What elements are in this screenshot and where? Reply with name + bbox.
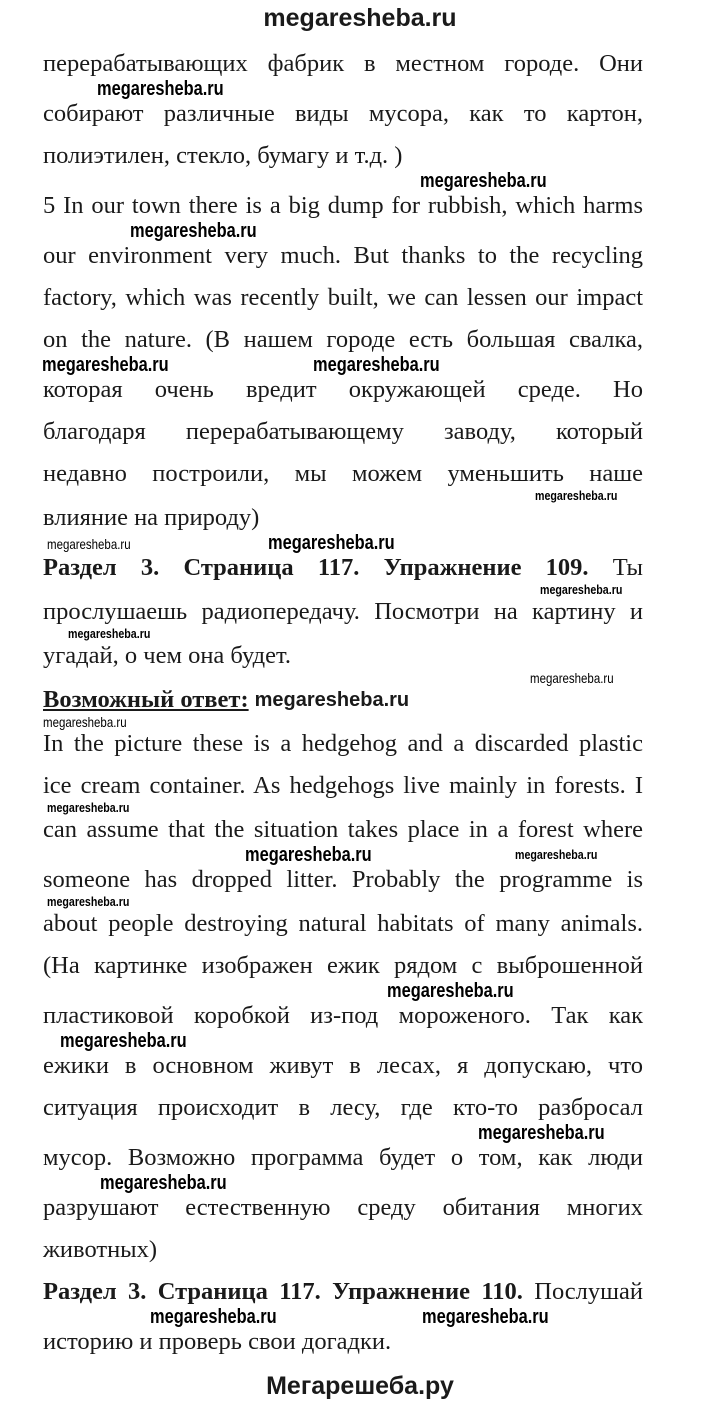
text-line: on the nature. (В нашем городе есть большая свалка, [43, 326, 643, 353]
heading-bold: Раздел 3. Страница 117. Упражнение 110. [43, 1278, 523, 1305]
watermark-row [0, 354, 720, 376]
exercise-110-heading [43, 1278, 643, 1306]
watermark-row [0, 1306, 720, 1328]
exercise-109-heading [43, 554, 643, 582]
watermark-row [0, 980, 720, 1002]
text-line: (На картинке изображен ежик рядом с выброшенной [43, 952, 643, 979]
watermark: megaresheba.ru [42, 354, 169, 376]
text-line: историю и проверь свои догадки. [43, 1328, 392, 1355]
watermark: megaresheba.ru [540, 582, 623, 597]
watermark-row [0, 894, 720, 910]
site-header: megaresheba.ru [263, 4, 457, 32]
watermark: megaresheba.ru [130, 220, 257, 242]
heading-tail: Послушай [534, 1278, 644, 1305]
watermark-row [0, 670, 720, 686]
watermark: megaresheba.ru [245, 844, 372, 866]
watermark: megaresheba.ru [60, 1030, 187, 1052]
watermark: megaresheba.ru [268, 532, 395, 554]
text-line: которая очень вредит окружающей среде. Но [43, 376, 643, 403]
watermark: megaresheba.ru [420, 170, 547, 192]
watermark: megaresheba.ru [100, 1172, 227, 1194]
watermark: megaresheba.ru [150, 1306, 277, 1328]
watermark-row [0, 1172, 720, 1194]
watermark-row [0, 844, 720, 866]
watermark-row [0, 488, 720, 504]
text-line: недавно построили, мы можем уменьшить наше [43, 460, 643, 487]
watermark: megaresheba.ru [47, 536, 131, 552]
watermark: megaresheba.ru [535, 488, 618, 503]
watermark: megaresheba.ru [530, 670, 614, 686]
watermark: megaresheba.ru [47, 800, 130, 815]
text-line: благодаря перерабатывающему заводу, который [43, 418, 643, 445]
text-line: полиэтилен, стекло, бумагу и т.д. ) [43, 142, 403, 169]
text-line: 5 In our town there is a big dump for rubbish, which harms [43, 192, 643, 219]
text-line: влияние на природу) [43, 504, 260, 531]
text-line: factory, which was recently built, we can lessen our impact [43, 284, 643, 311]
text-line: ситуация происходит в лесу, где кто-то разбросал [43, 1094, 643, 1121]
watermark: megaresheba.ru [478, 1122, 605, 1144]
document-body [0, 50, 720, 1356]
watermark: megaresheba.ru [43, 714, 127, 730]
watermark: megaresheba.ru [97, 78, 224, 100]
heading-bold: Раздел 3. Страница 117. Упражнение 109. [43, 554, 589, 581]
text-line: мусор. Возможно программа будет о том, как люди [43, 1144, 643, 1171]
watermark-row [0, 714, 720, 730]
site-footer: Мегарешеба.ру [266, 1372, 454, 1400]
text-line: ice cream container. As hedgehogs live mainly in forests. I [43, 772, 643, 799]
text-line: about people destroying natural habitats of many animals. [43, 910, 643, 937]
watermark: megaresheba.ru [313, 354, 440, 376]
watermark-row [0, 170, 720, 192]
watermark-row [0, 1122, 720, 1144]
watermark: megaresheba.ru [47, 894, 130, 909]
watermark: megaresheba.ru [254, 689, 410, 711]
text-line: someone has dropped litter. Probably the programme is [43, 866, 643, 893]
watermark: megaresheba.ru [515, 847, 598, 862]
watermark: megaresheba.ru [387, 980, 514, 1002]
heading-tail: Ты [612, 554, 643, 581]
watermark-row [0, 582, 720, 598]
watermark-row [0, 78, 720, 100]
text-line: прослушаешь радиопередачу. Посмотри на картину и [43, 598, 643, 625]
text-line: перерабатывающих фабрик в местном городе. Они [43, 50, 643, 77]
watermark-row [0, 1030, 720, 1052]
text-line: животных) [43, 1236, 158, 1263]
answer-label-text: Возможный ответ: [43, 686, 249, 713]
watermark: megaresheba.ru [68, 626, 151, 641]
answer-label [43, 686, 409, 714]
text-line: our environment very much. But thanks to the recycling [43, 242, 643, 269]
text-line: can assume that the situation takes place in a forest where [43, 816, 643, 843]
watermark-row [0, 220, 720, 242]
text-line: пластиковой коробкой из-под мороженого. Так как [43, 1002, 643, 1029]
watermark: megaresheba.ru [422, 1306, 549, 1328]
watermark-row [0, 626, 720, 642]
text-line: угадай, о чем она будет. [43, 642, 292, 669]
text-line: разрушают естественную среду обитания многих [43, 1194, 643, 1221]
text-line: собирают различные виды мусора, как то картон, [43, 100, 643, 127]
watermark-row [0, 532, 720, 554]
text-line: In the picture these is a hedgehog and a discarded plastic [43, 730, 643, 757]
watermark-row [0, 800, 720, 816]
text-line: ежики в основном живут в лесах, я допускаю, что [43, 1052, 643, 1079]
